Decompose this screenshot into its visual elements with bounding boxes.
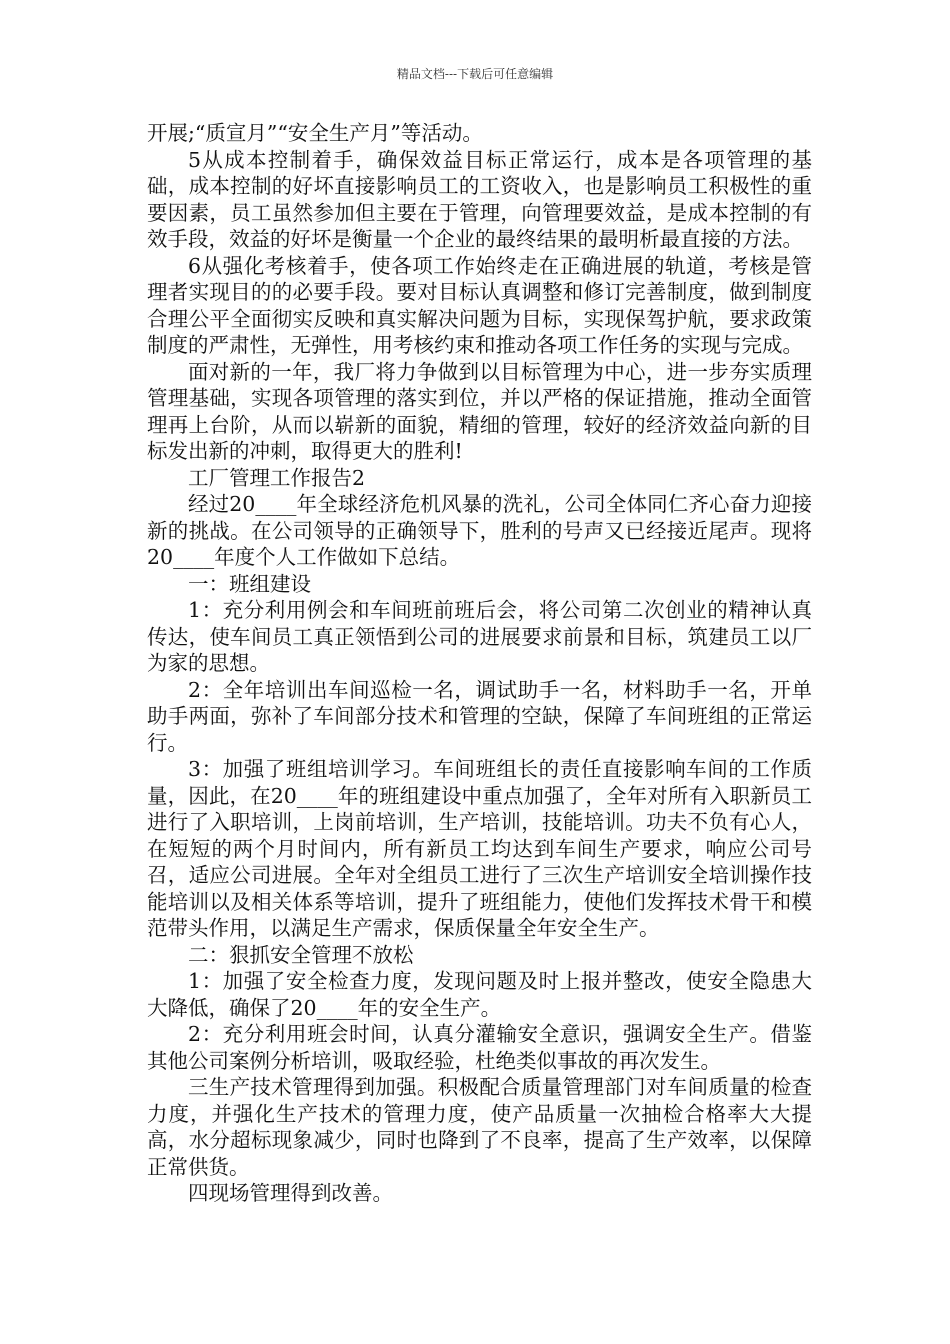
paragraph: 开展;“质宣月”“安全生产月”等活动。 [147,121,483,145]
paragraph: 2：充分利用班会时间，认真分灌输安全意识，强调安全生产。借鉴其他公司案例分析培训，吸取经验，杜绝类似事故的再次发生。 [147,1022,812,1073]
paragraph: 5从成本控制着手，确保效益目标正常运行，成本是各项管理的基础，成本控制的好坏直接影响员工的工资收入，也是影响员工积极性的重要因素，员工虽然参加但主要在于管理，向管理要效益，是成本控制的有效手段，效益的好坏是衡量一个企业的最终结果的最明析最直接的方法。 [147,147,812,251]
paragraph: 3：加强了班组培训学习。车间班组长的责任直接影响车间的工作质量，因此，在20____年的班组建设中重点加强了，全年对所有入职新员工进行了入职培训，上岗前培训，生产培训，技能培训。功夫不负有心人，在短短的两个月时间内，所有新员工均达到车间生产要求，响应公司号召，适应公司进展。全年对全组员工进行了三次生产培训安全培训操作技能培训以及相关体系等培训，提升了班组能力，使他们发挥技术骨干和模范带头作用，以满足生产需求，保质保量全年安全生产。 [147,757,812,940]
section-heading: 二：狠抓安全管理不放松 [188,942,414,967]
paragraph: 面对新的一年，我厂将力争做到以目标管理为中心，进一步夯实质理管理基础，实现各项管理的落实到位，并以严格的保证措施，推动全面管理再上台阶，从而以崭新的面貌，精细的管理，较好的经济效益向新的目标发出新的冲刺，取得更大的胜利! [147,359,812,463]
paragraph: 三生产技术管理得到加强。积极配合质量管理部门对车间质量的检查力度，并强化生产技术的管理力度，使产品质量一次抽检合格率大大提高，水分超标现象减少，同时也降到了不良率，提高了生产效率，以保障正常供货。 [147,1075,812,1179]
section-heading: 一：班组建设 [188,571,311,596]
paragraph: 2：全年培训出车间巡检一名，调试助手一名，材料助手一名，开单助手两面，弥补了车间部分技术和管理的空缺，保障了车间班组的正常运行。 [147,677,812,755]
paragraph: 经过20____年全球经济危机风暴的洗礼，公司全体同仁齐心奋力迎接新的挑战。在公司领导的正确领导下，胜利的号声又已经接近尾声。现将20____年度个人工作做如下总结。 [147,492,812,569]
document-body [147,120,812,1207]
section-heading: 四现场管理得到改善。 [188,1181,393,1205]
paragraph: 6从强化考核着手，使各项工作始终走在正确进展的轨道，考核是管理者实现目的的必要手段。要对目标认真调整和修订完善制度，做到制度合理公平全面彻实反映和真实解决问题为目标，实现保驾护航，要求政策制度的严肃性，无弹性，用考核约束和推动各项工作任务的实现与完成。 [147,253,812,357]
section-title: 工厂管理工作报告2 [188,465,366,490]
page-header: 精品文档---下载后可任意编辑 [396,67,554,81]
paragraph: 1：加强了安全检查力度，发现问题及时上报并整改，使安全隐患大大降低，确保了20____年的安全生产。 [147,969,812,1020]
paragraph: 1：充分利用例会和车间班前班后会，将公司第二次创业的精神认真传达，使车间员工真正领悟到公司的进展要求前景和目标，筑建员工以厂为家的思想。 [147,598,812,675]
